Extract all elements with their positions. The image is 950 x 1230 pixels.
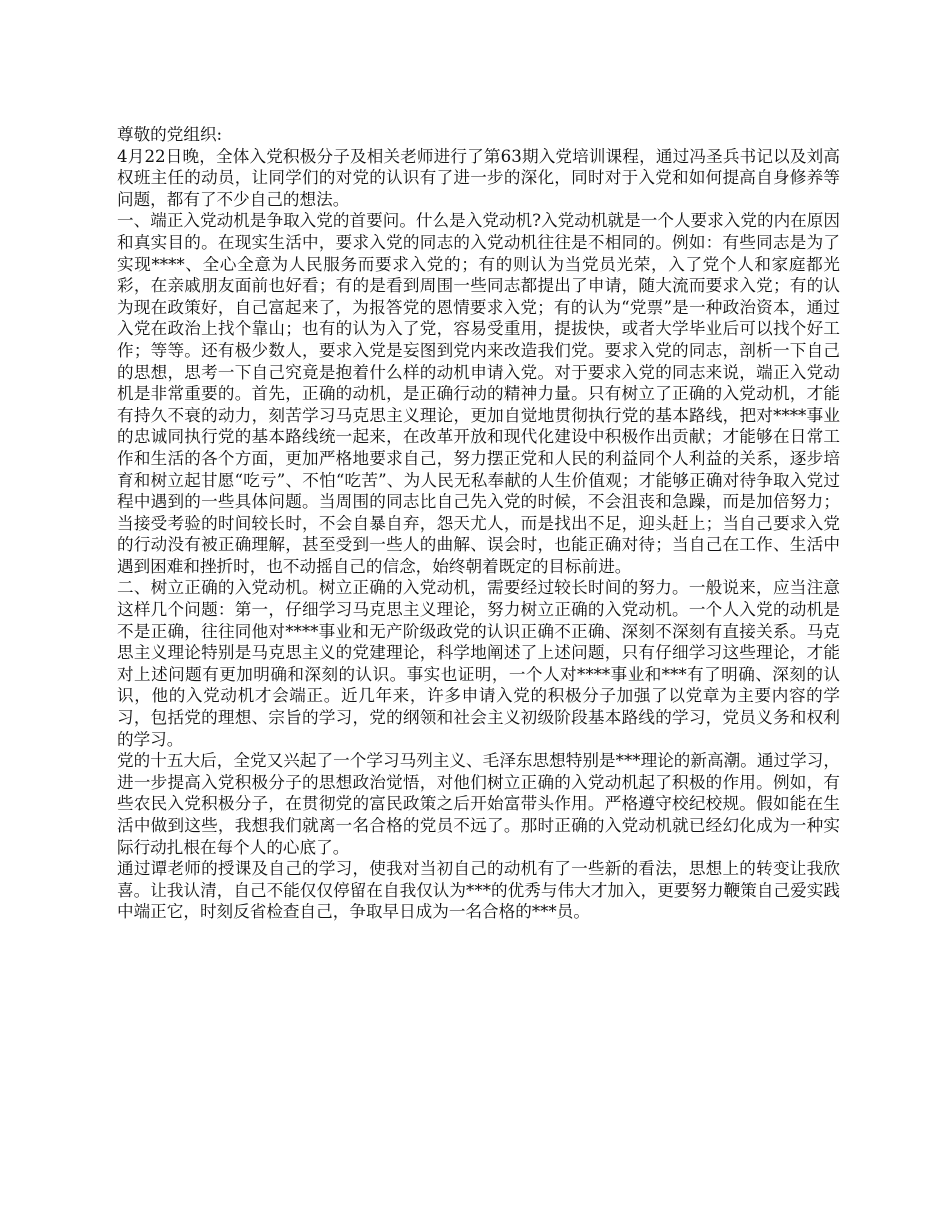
paragraph-section-one: 一、端正入党动机是争取入党的首要问。什么是入党动机?入党动机就是一个人要求入党的内在原因和真实目的。在现实生活中，要求入党的同志的入党动机往往是不相同的。例如：有些同志是为了实现****、全心全意为人民服务而要求入党的；有的则认为当党员光荣，入了党个人和家庭都光彩，在亲戚朋友面前也好看；有的是看到周围一些同志都提出了申请，随大流而要求入党；有的认为现在政策好，自己富起来了，为报答党的恩情要求入党；有的认为“党票”是一种政治资本，通过入党在政治上找个靠山；也有的认为入了党，容易受重用，提拔快，或者大学毕业后可以找个好工作；等等。还有极少数人，要求入党是妄图到党内来改造我们党。要求入党的同志，剖析一下自己的思想，思考一下自己究竟是抱着什么样的动机申请入党。对于要求入党的同志来说，端正入党动机是非常重要的。首先，正确的动机，是正确行动的精神力量。只有树立了正确的入党动机，才能有持久不衰的动力，刻苦学习马克思主义理论，更加自觉地贯彻执行党的基本路线，把对****事业的忠诚同执行党的基本路线统一起来，在改革开放和现代化建设中积极作出贡献；才能够在日常工作和生活的各个方面，更加严格地要求自己，努力摆正党和人民的利益同个人利益的关系，逐步培育和树立起甘愿“吃亏”、不怕“吃苦”、为人民无私奉献的人生价值观；才能够正确对待争取入党过程中遇到的一些具体问题。当周围的同志比自己先入党的时候，不会沮丧和急躁，而是加倍努力；当接受考验的时间较长时，不会自暴自弃，怨天尤人，而是找出不足，迎头赶上；当自己要求入党的行动没有被正确理解，甚至受到一些人的曲解、误会时，也能正确对待；当自己在工作、生活中遇到困难和挫折时，也不动摇自己的信念，始终朝着既定的目标前进。 xyxy=(117,211,840,576)
paragraph-section-two: 二、树立正确的入党动机。树立正确的入党动机，需要经过较长时间的努力。一般说来，应当注意这样几个问题：第一，仔细学习马克思主义理论，努力树立正确的入党动机。一个人入党的动机是不是正确，往往同他对****事业和无产阶级政党的认识正确不正确、深刻不深刻有直接关系。马克思主义理论特别是马克思主义的党建理论，科学地阐述了上述问题，只有仔细学习这些理论，才能对上述问题有更加明确和深刻的认识。事实也证明，一个人对****事业和***有了明确、深刻的认识，他的入党动机才会端正。近几年来，许多申请入党的积极分子加强了以党章为主要内容的学习，包括党的理想、宗旨的学习，党的纲领和社会主义初级阶段基本路线的学习，党员义务和权利的学习。 xyxy=(117,578,840,749)
paragraph-conclusion: 通过谭老师的授课及自己的学习，使我对当初自己的动机有了一些新的看法，思想上的转变让我欣喜。让我认清，自己不能仅仅停留在自我仅认为***的优秀与伟大才加入，更要努力鞭策自己爱实践中端正它，时刻反省检查自己，争取早日成为一名合格的***员。 xyxy=(117,859,840,922)
paragraph-intro: 4月22日晚，全体入党积极分子及相关老师进行了第63期入党培训课程，通过冯圣兵书记以及刘高权班主任的动员，让同学们的对党的认识有了进一步的深化，同时对于入党和如何提高自身修养等问题，都有了不少自己的想法。 xyxy=(117,146,840,209)
greeting: 尊敬的党组织: xyxy=(117,125,223,144)
paragraph-fifteenth-congress: 党的十五大后，全党又兴起了一个学习马列主义、毛泽东思想特别是***理论的新高潮。通过学习，进一步提高入党积极分子的思想政治觉悟，对他们树立正确的入党动机起了积极的作用。例如，有些农民入党积极分子，在贯彻党的富民政策之后开始富带头作用。严格遵守校纪校规。假如能在生活中做到这些，我想我们就离一名合格的党员不远了。那时正确的入党动机就已经幻化成为一种实际行动扎根在每个人的心底了。 xyxy=(117,751,840,857)
document-page xyxy=(117,124,840,923)
